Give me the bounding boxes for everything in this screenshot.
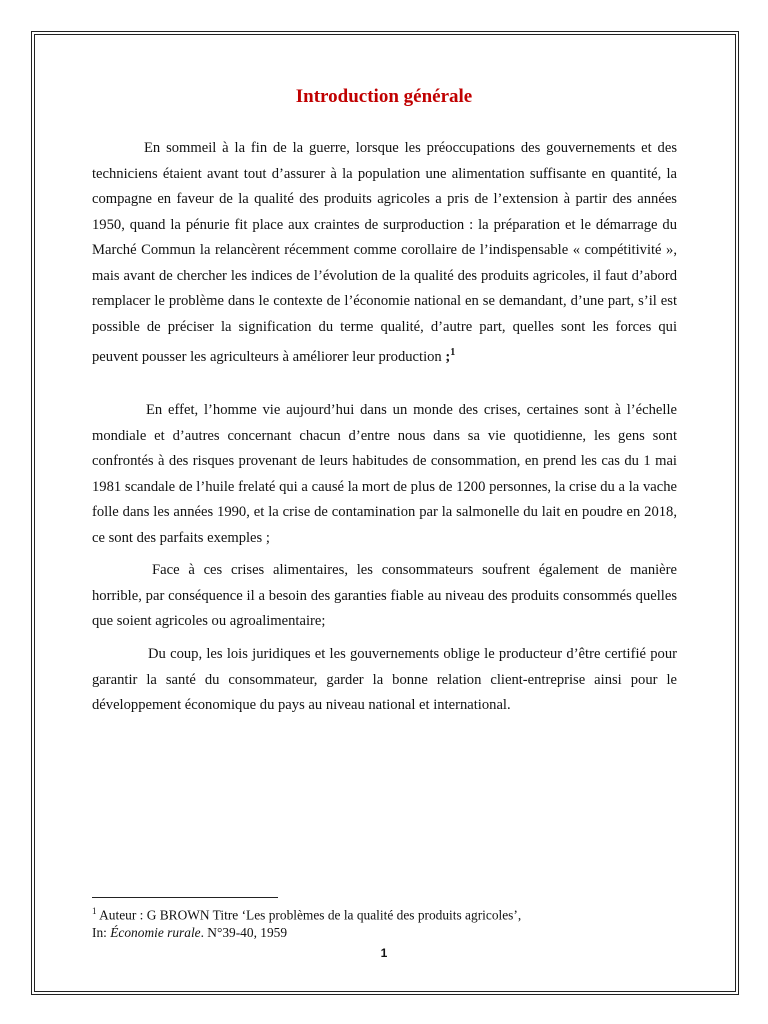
footnote-marker: 1 xyxy=(92,906,97,916)
page-title: Introduction générale xyxy=(295,86,473,107)
footnote-reference-punct: ; xyxy=(441,348,451,365)
footnote-journal: Économie rurale xyxy=(110,925,201,941)
footnote xyxy=(92,902,692,942)
footnote-separator xyxy=(92,897,278,898)
footnote-line-2 xyxy=(92,924,692,942)
footnote-reference-marker: 1 xyxy=(450,347,456,358)
footnote-issue: . N°39-40, 1959 xyxy=(200,925,288,941)
paragraph-1 xyxy=(92,136,677,370)
footnote-author-title: Auteur : G BROWN Titre ‘Les problèmes de la qualité des produits agricoles’, xyxy=(96,907,522,923)
page-number: 1 xyxy=(380,946,388,960)
footnote-in-prefix: In: xyxy=(92,925,111,941)
paragraph-1-text: En sommeil à la fin de la guerre, lorsque les préoccupations des gouvernements et des techniciens étaient avant tout d’assurer à la population une alimentation suffisante en quantité, la compagne en faveur de la qualité des produits agricoles a pris de l’extension à partir des années 1950, quand la pénurie fit place aux craintes de surproduction : la préparation et le démarrage du Marché Commun la relancèrent récemment comme corollaire de l’indispensable « compétitivité », mais avant de chercher les indices de l’évolution de la qualité des produits agricoles, il faut d’abord remplacer le problème dans le contexte de l’économie national en se demandant, d’une part, s’il est possible de préciser la signification du terme qualité, d’autre part, quelles sont les forces qui peuvent pousser les agriculteurs à améliorer leur production xyxy=(92,140,677,365)
footnote-reference[interactable] xyxy=(442,349,456,365)
paragraph-4: Du coup, les lois juridiques et les gouvernements oblige le producteur d’être certifié pour garantir la santé du consommateur, garder la bonne relation client-entreprise ainsi pour le développement économique du pays au niveau national et international. xyxy=(92,646,677,713)
paragraph-2: En effet, l’homme vie aujourd’hui dans un monde des crises, certaines sont à l’échelle mondiale et d’autres concernant chacun d’entre nous dans sa vie quotidienne, les gens sont confrontés à des risques provenant de leurs habitudes de consommation, en prend les cas du 1 mai 1981 scandale de l’huile frelaté qui a causé la mort de plus de 1200 personnes, la crise du a la vache folle dans les années 1990, et la crise de contamination par la salmonelle du lait en poudre en 2018, ce sont des parfaits exemples ; xyxy=(92,402,677,546)
paragraph-3: Face à ces crises alimentaires, les consommateurs soufrent également de manière horrible, par conséquence il a besoin des garanties fiable au niveau des produits consommés quelles que soient agricoles ou agroalimentaire; xyxy=(92,562,677,629)
footnote-line-1 xyxy=(92,902,692,924)
